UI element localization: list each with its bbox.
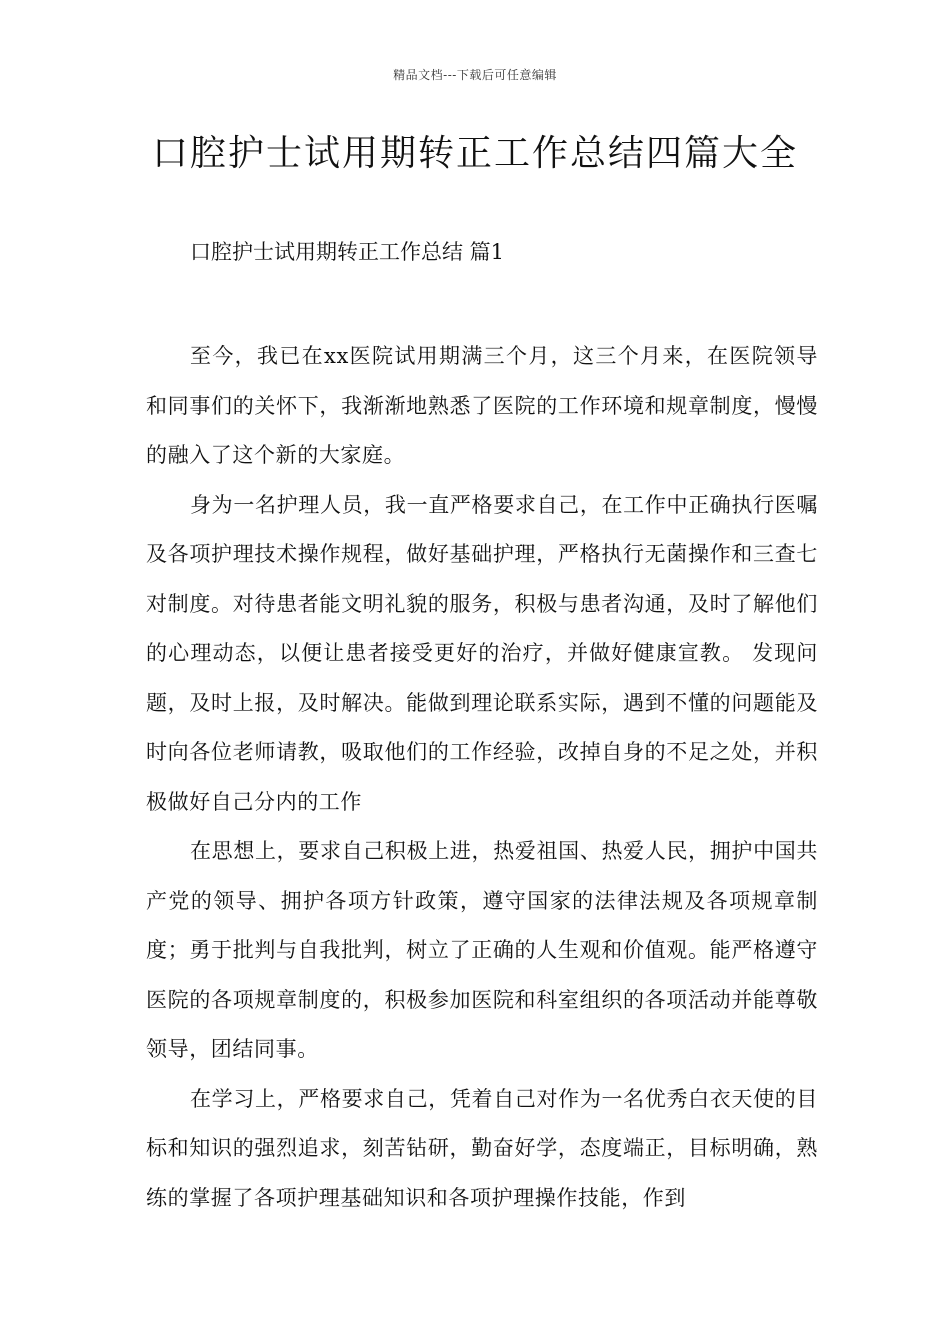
document-title: 口腔护士试用期转正工作总结四篇大全 — [151, 133, 798, 174]
section-heading: 口腔护士试用期转正工作总结 篇1 — [190, 240, 505, 264]
paragraph: 身为一名护理人员，我一直严格要求自己，在工作中正确执行医嘱及各项护理技术操作规程，做好基础护理，严格执行无菌操作和三查七对制度。对待患者能文明礼貌的服务，积极与患者沟通，及时了解他们的心理动态，以便让患者接受更好的治疗，并做好健康宣教。 发现问题，及时上报，及时解决。能做到理论联系实际，遇到不懂的问题能及时向各位老师请教，吸取他们的工作经验，改掉自身的不足之处，并积极做好自己分内的工作 — [146, 492, 818, 814]
paragraph: 至今，我已在xx医院试用期满三个月，这三个月来，在医院领导和同事们的关怀下，我渐渐地熟悉了医院的工作环境和规章制度，慢慢的融入了这个新的大家庭。 — [146, 344, 818, 467]
header-note: 精品文档---下载后可任意编辑 — [393, 68, 557, 82]
paragraph: 在思想上，要求自己积极上进，热爱祖国、热爱人民，拥护中国共产党的领导、拥护各项方针政策，遵守国家的法律法规及各项规章制度；勇于批判与自我批判，树立了正确的人生观和价值观。能严格遵守医院的各项规章制度的，积极参加医院和科室组织的各项活动并能尊敬领导，团结同事。 — [146, 839, 818, 1061]
document-body — [146, 332, 818, 1223]
paragraph: 在学习上，严格要求自己，凭着自己对作为一名优秀白衣天使的目标和知识的强烈追求，刻苦钻研，勤奋好学，态度端正，目标明确，熟练的掌握了各项护理基础知识和各项护理操作技能，作到 — [146, 1086, 818, 1210]
